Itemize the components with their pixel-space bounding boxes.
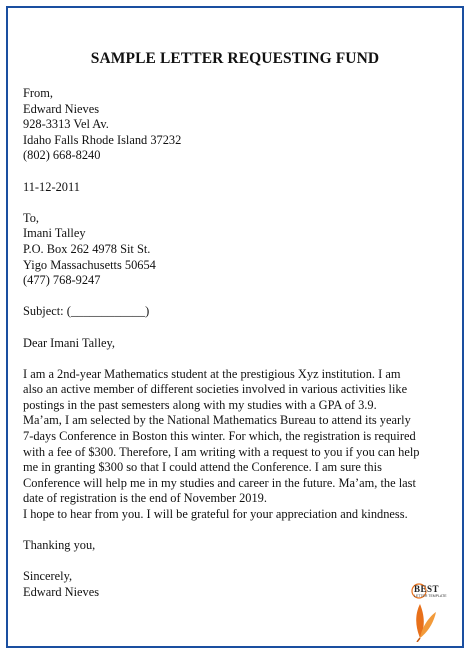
signature-name: Edward Nieves [23, 585, 100, 599]
best-letter-template-logo [400, 582, 450, 642]
body-line: I am a 2nd-year Mathematics student at the prestigious Xyz institution. I am [23, 366, 401, 381]
body-line: me in granting $300 so that I could attend the Conference. I am sure this [23, 460, 382, 475]
to-label: To, [23, 210, 39, 225]
from-label: From, [23, 86, 53, 100]
body-line: 7-days Conference in Boston this winter. For which, the registration is required [23, 429, 416, 444]
logo-subtitle: LETTER TEMPLATE [414, 594, 447, 598]
body-line: I hope to hear from you. I will be grateful for your appreciation and kindness. [23, 507, 408, 522]
recipient-address-line-1: P.O. Box 262 4978 Sit St. [23, 241, 151, 256]
sender-address-line-2: Idaho Falls Rhode Island 37232 [23, 132, 182, 147]
logo-wordmark: BEST [414, 584, 440, 594]
body-line: date of registration is the end of November 2019. [23, 491, 267, 506]
salutation: Dear Imani Talley, [23, 335, 116, 350]
body-line: with a fee of $300. Therefore, I am writing with a request to you if you can help [23, 444, 420, 459]
body-line: Conference will help me in my studies and career in the future. Ma’am, the last [23, 475, 416, 490]
letter-body [23, 86, 443, 601]
body-line: also an active member of different societies involved in various activities like [23, 382, 408, 397]
body-line: Ma’am, I am selected by the National Mathematics Bureau to attend its yearly [23, 413, 411, 428]
letter-date: 11-12-2011 [23, 179, 80, 194]
sender-phone: (802) 668-8240 [23, 148, 101, 163]
letter-title: SAMPLE LETTER REQUESTING FUND [90, 50, 380, 67]
recipient-address-line-2: Yigo Massachusetts 50654 [23, 257, 156, 272]
closing-sincerely: Sincerely, [23, 569, 73, 584]
sender-name: Edward Nieves [23, 101, 100, 116]
subject-line: Subject: (____________) [23, 304, 150, 319]
recipient-phone: (477) 768-9247 [23, 273, 101, 288]
recipient-name: Imani Talley [23, 226, 86, 241]
closing-thanks: Thanking you, [23, 538, 96, 553]
body-line: postings in the past semesters along with my studies with a GPA of 3.9. [23, 397, 377, 412]
sender-address-line-1: 928-3313 Vel Av. [23, 117, 109, 132]
